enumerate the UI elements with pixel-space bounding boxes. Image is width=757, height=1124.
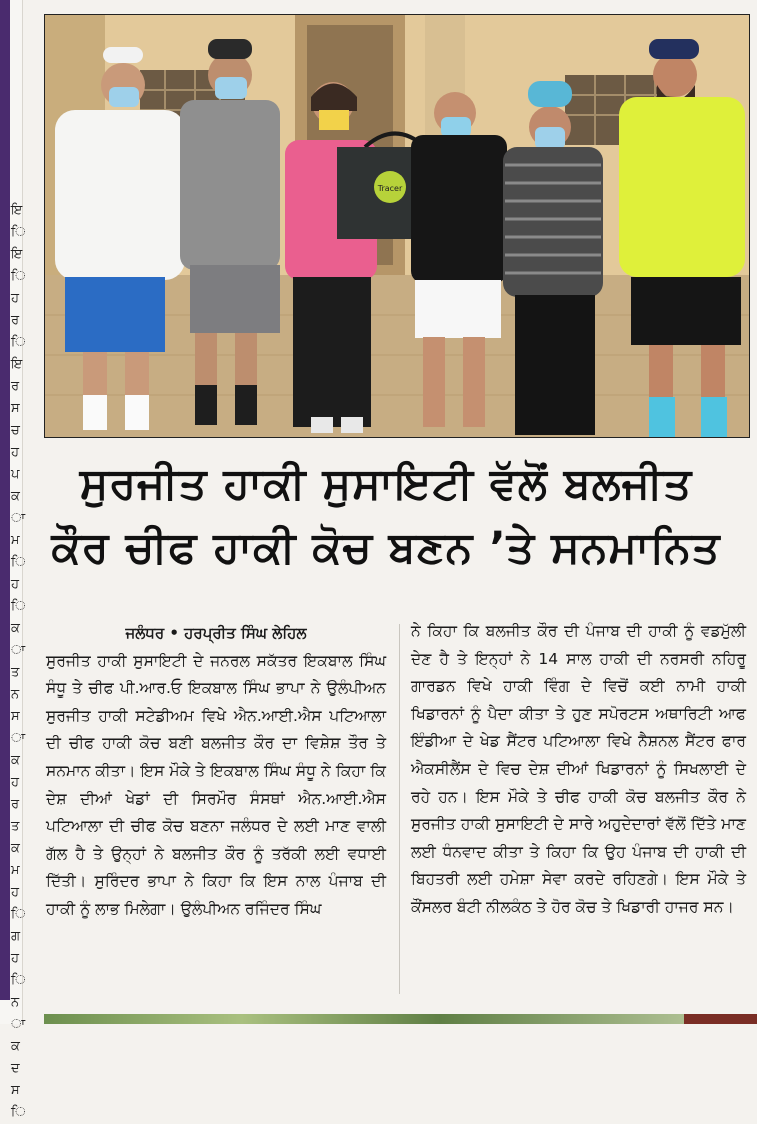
left-margin-glyph: ਤ xyxy=(11,819,20,834)
next-photo-edge xyxy=(44,1014,704,1024)
left-margin-glyph: ਕ xyxy=(11,841,20,856)
left-margin-glyph: ਿ xyxy=(11,599,26,614)
left-margin-glyph: ਮ xyxy=(11,863,20,878)
left-margin-glyph: ਹ xyxy=(11,577,19,592)
left-margin-glyph: ਚ xyxy=(11,423,20,438)
left-margin-glyph: ਹ xyxy=(11,291,19,306)
left-margin-glyph: ਸ xyxy=(11,1083,20,1098)
headline-line-1: ਸੁਰਜੀਤ ਹਾਕੀ ਸੁਸਾਇਟੀ ਵੱਲੋਂ ਬਲਜੀਤ xyxy=(79,459,693,509)
left-margin-glyph: ਨ xyxy=(11,995,20,1010)
left-margin-glyph: ਿ xyxy=(11,907,26,922)
article-headline xyxy=(30,452,742,580)
left-margin-glyph: ਤ xyxy=(11,665,20,680)
left-margin-glyph: ਦ xyxy=(11,1061,20,1076)
left-margin-glyph: ਾ xyxy=(11,1017,26,1032)
left-margin-glyph: ਕ xyxy=(11,1039,20,1054)
left-margin-glyph: ਸ xyxy=(11,401,20,416)
column-1-text: ਸੁਰਜੀਤ ਹਾਕੀ ਸੁਸਾਇਟੀ ਦੇ ਜਨਰਲ ਸਕੱਤਰ ਇਕਬਾਲ ਸਿੰਘ ਸੰਧੂ ਤੇ ਚੀਫ ਪੀ.ਆਰ.ਓ ਇਕਬਾਲ ਸਿੰਘ ਭਾਪਾ ਨੇ ਉਲੰਪੀਅਨ ਸੁਰਜੀਤ ਹਾਕੀ ਸਟੇਡੀਅਮ ਵਿਖੇ ਐਨ.ਆਈ.ਐਸ ਪਟਿਆਲਾ ਦੀ ਚੀਫ ਹਾਕੀ ਕੋਚ ਬਣੀ ਬਲਜੀਤ ਕੌਰ ਦਾ ਵਿਸ਼ੇਸ਼ ਤੌਰ ਤੇ ਸਨਮਾਨ ਕੀਤਾ। ਇਸ ਮੌਕੇ ਤੇ ਇਕਬਾਲ ਸਿੰਘ ਸੰਧੂ ਨੇ ਕਿਹਾ ਕਿ ਦੇਸ਼ ਦੀਆਂ ਖੇਡਾਂ ਦੀ ਸਿਰਮੌਰ ਸੰਸਥਾਂ ਐਨ.ਆਈ.ਐਸ ਪਟਿਆਲਾ ਦੀ ਚੀਫ ਕੋਚ ਬਣਨਾ ਜਲੰਧਰ ਦੇ ਲਈ ਮਾਣ ਵਾਲੀ ਗੱਲ ਹੈ ਤੇ ਉਨ੍ਹਾਂ ਨੇ ਬਲਜੀਤ ਕੌਰ ਨੂੰ ਤਰੱਕੀ ਲਈ ਵਧਾਈ ਦਿੱਤੀ। ਸੁਰਿੰਦਰ ਭਾਪਾ ਨੇ ਕਿਹਾ ਕਿ ਇਸ ਨਾਲ ਪੰਜਾਬ ਦੀ ਹਾਕੀ ਨੂੰ ਲਾਭ ਮਿਲੇਗਾ। ਉਲੰਪੀਅਨ ਰਜਿੰਦਰ ਸਿੰਘ xyxy=(46,651,386,918)
column-2-text: ਨੇ ਕਿਹਾ ਕਿ ਬਲਜੀਤ ਕੌਰ ਦੀ ਪੰਜਾਬ ਦੀ ਹਾਕੀ ਨੂੰ ਵਡਮੁੱਲੀ ਦੇਣ ਹੈ ਤੇ ਇਨ੍ਹਾਂ ਨੇ 14 ਸਾਲ ਹਾਕੀ ਦੀ ਨਰਸਰੀ ਨਹਿਰੂ ਗਾਰਡਨ ਵਿਖੇ ਹਾਕੀ ਵਿੰਗ ਦੇ ਵਿਚੋਂ ਕਈ ਨਾਮੀ ਹਾਕੀ ਖਿਡਾਰਨਾਂ ਨੂੰ ਪੈਦਾ ਕੀਤਾ ਤੇ ਹੁਣ ਸਪੋਰਟਸ ਅਥਾਰਿਟੀ ਆਫ ਇੰਡੀਆ ਦੇ ਖੇਡ ਸੈਂਟਰ ਪਟਿਆਲਾ ਵਿਖੇ ਨੈਸ਼ਨਲ ਸੈਂਟਰ ਫਾਰ ਐਕਸੀਲੈਂਸ ਦੇ ਵਿਚ ਦੇਸ਼ ਦੀਆਂ ਖਿਡਾਰਨਾਂ ਨੂੰ ਸਿਖਲਾਈ ਦੇ ਰਹੇ ਹਨ। ਇਸ ਮੌਕੇ ਤੇ ਚੀਫ ਹਾਕੀ ਕੋਚ ਬਲਜੀਤ ਕੌਰ ਨੇ ਸੁਰਜੀਤ ਹਾਕੀ ਸੁਸਾਇਟੀ ਦੇ ਸਾਰੇ ਅਹੁਦੇਦਾਰਾਂ ਵੱਲੋਂ ਦਿੱਤੇ ਮਾਣ ਲਈ ਧੰਨਵਾਦ ਕੀਤਾ ਤੇ ਕਿਹਾ ਕਿ ਉਹ ਪੰਜਾਬ ਦੀ ਹਾਕੀ ਦੀ ਬਿਹਤਰੀ ਲਈ ਹਮੇਸ਼ਾ ਸੇਵਾ ਕਰਦੇ ਰਹਿਣਗੇ। ਇਸ ਮੌਕੇ ਤੇ ਕੌਂਸਲਰ ਬੰਟੀ ਨੀਲਕੰਠ ਤੇ ਹੋਰ ਕੋਚ ਤੇ ਖਿਡਾਰੀ ਹਾਜਰ ਸਨ। xyxy=(411,622,746,916)
dateline: ਜਲੰਧਰ • ਹਰਪ੍ਰੀਤ ਸਿੰਘ ਲੇਹਿਲ xyxy=(125,624,307,642)
left-margin-glyph: ਹ xyxy=(11,775,19,790)
left-margin-column xyxy=(0,0,26,1120)
left-margin-glyph: ਿ xyxy=(11,269,26,284)
left-margin-glyph: ਪ xyxy=(11,467,20,482)
left-margin-glyph: ਿ xyxy=(11,973,26,988)
left-margin-glyph: ਾ xyxy=(11,643,26,658)
left-margin-glyph: ਰ xyxy=(11,797,20,812)
left-margin-glyph: ਕ xyxy=(11,753,20,768)
left-margin-glyph: ਿ xyxy=(11,1105,26,1120)
next-block-edge xyxy=(684,1014,757,1024)
left-margin-glyph: ਿ xyxy=(11,555,26,570)
left-margin-glyph: ਕ xyxy=(11,489,20,504)
news-photo xyxy=(44,14,750,438)
left-margin-glyph: ਗ xyxy=(11,929,21,944)
left-margin-glyph: ਕ xyxy=(11,621,20,636)
column-divider xyxy=(399,624,400,994)
bag-logo-text: Tracer xyxy=(377,184,403,193)
headline-line-2: ਕੌਰ ਚੀਫ ਹਾਕੀ ਕੋਚ ਬਣਨ ’ਤੇ ਸਨਮਾਨਿਤ xyxy=(51,523,721,573)
left-margin-glyph: ਿ xyxy=(11,225,26,240)
left-margin-text xyxy=(11,200,26,1124)
left-margin-glyph: ਾ xyxy=(11,731,26,746)
article-column-1 xyxy=(46,620,386,924)
left-margin-glyph: ਇ xyxy=(11,247,23,262)
left-accent-strip xyxy=(0,0,10,1000)
left-margin-glyph: ਾ xyxy=(11,511,26,526)
left-margin-glyph: ਇ xyxy=(11,357,23,372)
left-margin-glyph: ਰ xyxy=(11,313,20,328)
left-margin-glyph: ਹ xyxy=(11,951,19,966)
left-margin-glyph: ਇ xyxy=(11,203,23,218)
left-margin-glyph: ਰ xyxy=(11,379,20,394)
left-margin-glyph: ਹ xyxy=(11,445,19,460)
article-column-2 xyxy=(411,618,746,922)
left-margin-glyph: ਨ xyxy=(11,687,20,702)
left-margin-glyph: ਿ xyxy=(11,335,26,350)
left-margin-glyph: ਹ xyxy=(11,885,19,900)
left-margin-glyph: ਮ xyxy=(11,533,20,548)
left-margin-glyph: ਸ xyxy=(11,709,20,724)
